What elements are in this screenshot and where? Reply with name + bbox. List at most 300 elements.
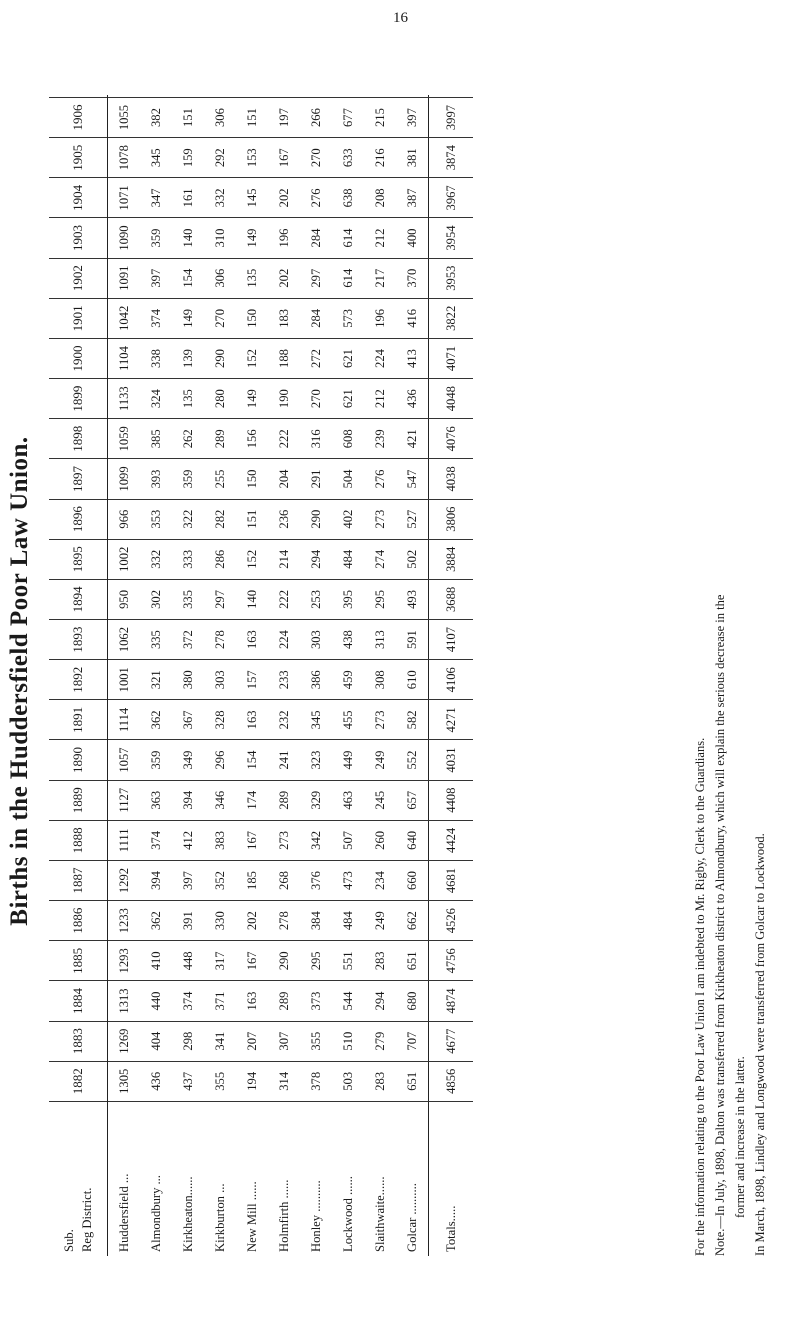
total-cell: 3997 xyxy=(429,97,474,137)
births-cell: 212 xyxy=(364,379,396,419)
table-row xyxy=(172,95,204,1256)
year-header-1901: 1901 xyxy=(49,298,108,338)
table-row xyxy=(364,95,396,1256)
totals-row xyxy=(429,95,474,1256)
year-header-1884: 1884 xyxy=(49,981,108,1021)
table-right-rule xyxy=(429,95,474,97)
births-cell: 373 xyxy=(300,981,332,1021)
births-cell: 352 xyxy=(204,860,236,900)
landscape-content xyxy=(0,95,801,1320)
births-cell: 241 xyxy=(268,740,300,780)
births-cell: 270 xyxy=(300,379,332,419)
births-cell: 449 xyxy=(332,740,364,780)
births-cell: 394 xyxy=(172,780,204,820)
births-cell: 313 xyxy=(364,620,396,660)
births-cell: 323 xyxy=(300,740,332,780)
births-cell: 249 xyxy=(364,901,396,941)
table-row xyxy=(236,95,268,1256)
births-cell: 324 xyxy=(140,379,172,419)
births-cell: 484 xyxy=(332,901,364,941)
births-cell: 233 xyxy=(268,660,300,700)
table-right-rule xyxy=(49,95,108,97)
births-cell: 437 xyxy=(172,1061,204,1101)
births-table xyxy=(49,95,473,1256)
births-cell: 552 xyxy=(396,740,429,780)
births-cell: 395 xyxy=(332,579,364,619)
births-cell: 224 xyxy=(364,338,396,378)
births-cell: 314 xyxy=(268,1061,300,1101)
table-right-rule xyxy=(172,95,204,97)
header-row xyxy=(49,95,108,1256)
births-cell: 1313 xyxy=(108,981,141,1021)
births-cell: 152 xyxy=(236,539,268,579)
table-row xyxy=(268,95,300,1256)
births-cell: 374 xyxy=(140,820,172,860)
births-cell: 276 xyxy=(364,459,396,499)
births-cell: 338 xyxy=(140,338,172,378)
births-cell: 308 xyxy=(364,660,396,700)
births-cell: 156 xyxy=(236,419,268,459)
births-cell: 614 xyxy=(332,218,364,258)
births-cell: 397 xyxy=(396,97,429,137)
births-cell: 660 xyxy=(396,860,429,900)
births-cell: 493 xyxy=(396,579,429,619)
births-cell: 163 xyxy=(236,700,268,740)
births-cell: 1099 xyxy=(108,459,141,499)
births-cell: 284 xyxy=(300,298,332,338)
total-cell: 4677 xyxy=(429,1021,474,1061)
births-cell: 510 xyxy=(332,1021,364,1061)
table-row xyxy=(300,95,332,1256)
district-label: Huddersfield ... xyxy=(116,1173,131,1252)
total-cell: 3806 xyxy=(429,499,474,539)
births-cell: 1059 xyxy=(108,419,141,459)
births-cell: 167 xyxy=(268,138,300,178)
births-cell: 297 xyxy=(300,258,332,298)
births-cell: 161 xyxy=(172,178,204,218)
births-cell: 346 xyxy=(204,780,236,820)
births-cell: 657 xyxy=(396,780,429,820)
births-cell: 245 xyxy=(364,780,396,820)
births-cell: 378 xyxy=(300,1061,332,1101)
total-cell: 3954 xyxy=(429,218,474,258)
births-cell: 707 xyxy=(396,1021,429,1061)
births-cell: 1057 xyxy=(108,740,141,780)
births-cell: 149 xyxy=(172,298,204,338)
total-cell: 4106 xyxy=(429,660,474,700)
births-cell: 135 xyxy=(172,379,204,419)
births-cell: 167 xyxy=(236,941,268,981)
births-cell: 1078 xyxy=(108,138,141,178)
births-cell: 386 xyxy=(300,660,332,700)
births-cell: 404 xyxy=(140,1021,172,1061)
births-cell: 321 xyxy=(140,660,172,700)
births-cell: 292 xyxy=(204,138,236,178)
district-label: Almondbury ... xyxy=(148,1175,163,1252)
year-header-1892: 1892 xyxy=(49,660,108,700)
page-number: 16 xyxy=(393,10,408,26)
births-cell: 504 xyxy=(332,459,364,499)
header-label-district: Reg District. xyxy=(80,1187,94,1252)
year-header-1893: 1893 xyxy=(49,620,108,660)
births-cell: 290 xyxy=(204,338,236,378)
births-cell: 662 xyxy=(396,901,429,941)
births-cell: 1090 xyxy=(108,218,141,258)
births-cell: 294 xyxy=(300,539,332,579)
year-header-1896: 1896 xyxy=(49,499,108,539)
births-cell: 367 xyxy=(172,700,204,740)
births-cell: 151 xyxy=(172,97,204,137)
district-label: Kirkheaton...... xyxy=(180,1176,195,1252)
year-header-1894: 1894 xyxy=(49,579,108,619)
district-label: Lockwood ...... xyxy=(340,1176,355,1252)
births-cell: 397 xyxy=(172,860,204,900)
births-cell: 216 xyxy=(364,138,396,178)
totals-label: Totals..... xyxy=(429,1101,474,1256)
births-cell: 582 xyxy=(396,700,429,740)
district-label: Kirkburton ... xyxy=(212,1183,227,1252)
total-cell: 4271 xyxy=(429,700,474,740)
births-cell: 385 xyxy=(140,419,172,459)
births-cell: 330 xyxy=(204,901,236,941)
footnote-source: For the information relating to the Poor Law Union I am indebted to Mr. Rigby, Clerk to the Guardians. xyxy=(693,737,707,1256)
births-cell: 335 xyxy=(140,620,172,660)
births-cell: 1104 xyxy=(108,338,141,378)
births-cell: 384 xyxy=(300,901,332,941)
births-cell: 153 xyxy=(236,138,268,178)
births-cell: 202 xyxy=(268,178,300,218)
total-cell: 3953 xyxy=(429,258,474,298)
births-cell: 333 xyxy=(172,539,204,579)
births-cell: 503 xyxy=(332,1061,364,1101)
births-cell: 341 xyxy=(204,1021,236,1061)
table-right-rule xyxy=(108,95,141,97)
table-right-rule xyxy=(396,95,429,97)
births-cell: 298 xyxy=(172,1021,204,1061)
births-cell: 363 xyxy=(140,780,172,820)
births-cell: 455 xyxy=(332,700,364,740)
births-cell: 278 xyxy=(268,901,300,941)
births-cell: 1001 xyxy=(108,660,141,700)
births-cell: 459 xyxy=(332,660,364,700)
births-cell: 383 xyxy=(204,820,236,860)
births-cell: 359 xyxy=(140,740,172,780)
table-title: Births in the Huddersfield Poor Law Union. xyxy=(6,436,33,926)
births-cell: 1055 xyxy=(108,97,141,137)
births-cell: 295 xyxy=(364,579,396,619)
births-cell: 139 xyxy=(172,338,204,378)
total-cell: 3967 xyxy=(429,178,474,218)
births-cell: 610 xyxy=(396,660,429,700)
table-row xyxy=(204,95,236,1256)
births-cell: 273 xyxy=(364,499,396,539)
births-cell: 638 xyxy=(332,178,364,218)
district-label: Golcar .......... xyxy=(404,1183,419,1252)
births-cell: 1042 xyxy=(108,298,141,338)
table-row xyxy=(396,95,429,1256)
births-cell: 342 xyxy=(300,820,332,860)
births-cell: 270 xyxy=(204,298,236,338)
births-cell: 359 xyxy=(140,218,172,258)
births-cell: 1071 xyxy=(108,178,141,218)
births-cell: 402 xyxy=(332,499,364,539)
table-right-rule xyxy=(204,95,236,97)
births-cell: 1091 xyxy=(108,258,141,298)
births-cell: 640 xyxy=(396,820,429,860)
births-cell: 547 xyxy=(396,459,429,499)
table-right-rule xyxy=(236,95,268,97)
births-cell: 291 xyxy=(300,459,332,499)
births-cell: 413 xyxy=(396,338,429,378)
births-cell: 355 xyxy=(300,1021,332,1061)
district-label: Holmfirth ...... xyxy=(276,1179,291,1252)
births-cell: 185 xyxy=(236,860,268,900)
births-cell: 276 xyxy=(300,178,332,218)
births-cell: 335 xyxy=(172,579,204,619)
births-cell: 372 xyxy=(172,620,204,660)
births-cell: 421 xyxy=(396,419,429,459)
births-cell: 152 xyxy=(236,338,268,378)
births-cell: 157 xyxy=(236,660,268,700)
year-header-1885: 1885 xyxy=(49,941,108,981)
births-cell: 381 xyxy=(396,138,429,178)
district-label: Slaithwaite...... xyxy=(372,1176,387,1252)
header-label-sub: Sub. xyxy=(62,1229,76,1252)
births-cell: 262 xyxy=(172,419,204,459)
district-label: Honley .......... xyxy=(308,1180,323,1252)
year-header-1890: 1890 xyxy=(49,740,108,780)
births-cell: 163 xyxy=(236,981,268,1021)
births-cell: 345 xyxy=(140,138,172,178)
year-header-1904: 1904 xyxy=(49,178,108,218)
year-header-1899: 1899 xyxy=(49,379,108,419)
births-cell: 159 xyxy=(172,138,204,178)
births-cell: 190 xyxy=(268,379,300,419)
births-cell: 232 xyxy=(268,700,300,740)
births-cell: 145 xyxy=(236,178,268,218)
table-body xyxy=(49,95,473,1256)
year-header-1887: 1887 xyxy=(49,860,108,900)
births-cell: 284 xyxy=(300,218,332,258)
births-cell: 196 xyxy=(364,298,396,338)
births-cell: 236 xyxy=(268,499,300,539)
births-cell: 370 xyxy=(396,258,429,298)
year-header-1886: 1886 xyxy=(49,901,108,941)
births-cell: 416 xyxy=(396,298,429,338)
year-header-1905: 1905 xyxy=(49,138,108,178)
births-cell: 224 xyxy=(268,620,300,660)
births-cell: 362 xyxy=(140,901,172,941)
births-cell: 1305 xyxy=(108,1061,141,1101)
table-right-rule xyxy=(364,95,396,97)
births-cell: 394 xyxy=(140,860,172,900)
births-cell: 188 xyxy=(268,338,300,378)
births-cell: 295 xyxy=(300,941,332,981)
births-cell: 260 xyxy=(364,820,396,860)
births-cell: 353 xyxy=(140,499,172,539)
births-cell: 239 xyxy=(364,419,396,459)
births-cell: 473 xyxy=(332,860,364,900)
births-cell: 196 xyxy=(268,218,300,258)
births-cell: 234 xyxy=(364,860,396,900)
births-cell: 290 xyxy=(300,499,332,539)
births-cell: 273 xyxy=(268,820,300,860)
births-cell: 194 xyxy=(236,1061,268,1101)
births-cell: 374 xyxy=(172,981,204,1021)
births-cell: 217 xyxy=(364,258,396,298)
year-header-1903: 1903 xyxy=(49,218,108,258)
births-cell: 150 xyxy=(236,459,268,499)
district-label: New Mill ...... xyxy=(244,1181,259,1252)
births-cell: 212 xyxy=(364,218,396,258)
births-cell: 332 xyxy=(204,178,236,218)
births-cell: 278 xyxy=(204,620,236,660)
table-right-rule xyxy=(268,95,300,97)
births-cell: 154 xyxy=(236,740,268,780)
table-right-rule xyxy=(140,95,172,97)
births-cell: 167 xyxy=(236,820,268,860)
births-cell: 214 xyxy=(268,539,300,579)
births-cell: 651 xyxy=(396,1061,429,1101)
births-cell: 332 xyxy=(140,539,172,579)
total-cell: 4031 xyxy=(429,740,474,780)
births-cell: 150 xyxy=(236,298,268,338)
births-cell: 484 xyxy=(332,539,364,579)
births-cell: 329 xyxy=(300,780,332,820)
births-cell: 204 xyxy=(268,459,300,499)
births-cell: 289 xyxy=(268,981,300,1021)
total-cell: 4874 xyxy=(429,981,474,1021)
births-cell: 1127 xyxy=(108,780,141,820)
births-cell: 680 xyxy=(396,981,429,1021)
births-cell: 266 xyxy=(300,97,332,137)
births-cell: 289 xyxy=(268,780,300,820)
births-cell: 215 xyxy=(364,97,396,137)
births-cell: 387 xyxy=(396,178,429,218)
births-cell: 249 xyxy=(364,740,396,780)
table-row xyxy=(108,95,141,1256)
births-cell: 591 xyxy=(396,620,429,660)
births-cell: 151 xyxy=(236,499,268,539)
year-header-1891: 1891 xyxy=(49,700,108,740)
births-cell: 282 xyxy=(204,499,236,539)
births-cell: 371 xyxy=(204,981,236,1021)
births-cell: 448 xyxy=(172,941,204,981)
year-header-1906: 1906 xyxy=(49,97,108,137)
births-cell: 412 xyxy=(172,820,204,860)
births-cell: 544 xyxy=(332,981,364,1021)
births-cell: 280 xyxy=(204,379,236,419)
births-cell: 286 xyxy=(204,539,236,579)
births-cell: 573 xyxy=(332,298,364,338)
births-cell: 253 xyxy=(300,579,332,619)
births-cell: 440 xyxy=(140,981,172,1021)
births-cell: 294 xyxy=(364,981,396,1021)
births-cell: 283 xyxy=(364,1061,396,1101)
births-cell: 306 xyxy=(204,97,236,137)
births-cell: 621 xyxy=(332,379,364,419)
footnotes xyxy=(690,156,770,1256)
births-cell: 306 xyxy=(204,258,236,298)
year-header-1882: 1882 xyxy=(49,1061,108,1101)
births-cell: 255 xyxy=(204,459,236,499)
total-cell: 4424 xyxy=(429,820,474,860)
table-right-rule xyxy=(300,95,332,97)
births-cell: 608 xyxy=(332,419,364,459)
total-cell: 4756 xyxy=(429,941,474,981)
births-cell: 328 xyxy=(204,700,236,740)
births-cell: 154 xyxy=(172,258,204,298)
births-cell: 183 xyxy=(268,298,300,338)
births-cell: 527 xyxy=(396,499,429,539)
births-cell: 135 xyxy=(236,258,268,298)
births-cell: 391 xyxy=(172,901,204,941)
total-cell: 4076 xyxy=(429,419,474,459)
total-cell: 3822 xyxy=(429,298,474,338)
births-cell: 436 xyxy=(396,379,429,419)
births-cell: 222 xyxy=(268,579,300,619)
births-cell: 438 xyxy=(332,620,364,660)
table-row xyxy=(140,95,172,1256)
births-cell: 297 xyxy=(204,579,236,619)
births-cell: 317 xyxy=(204,941,236,981)
births-cell: 950 xyxy=(108,579,141,619)
births-cell: 507 xyxy=(332,820,364,860)
births-cell: 397 xyxy=(140,258,172,298)
births-cell: 174 xyxy=(236,780,268,820)
year-header-1902: 1902 xyxy=(49,258,108,298)
year-header-1897: 1897 xyxy=(49,459,108,499)
births-cell: 1233 xyxy=(108,901,141,941)
births-cell: 347 xyxy=(140,178,172,218)
births-cell: 163 xyxy=(236,620,268,660)
births-cell: 1292 xyxy=(108,860,141,900)
births-cell: 633 xyxy=(332,138,364,178)
table-right-rule xyxy=(332,95,364,97)
total-cell: 4408 xyxy=(429,780,474,820)
total-cell: 3874 xyxy=(429,138,474,178)
births-cell: 410 xyxy=(140,941,172,981)
total-cell: 4856 xyxy=(429,1061,474,1101)
births-cell: 316 xyxy=(300,419,332,459)
births-cell: 651 xyxy=(396,941,429,981)
births-cell: 355 xyxy=(204,1061,236,1101)
births-cell: 436 xyxy=(140,1061,172,1101)
births-cell: 208 xyxy=(364,178,396,218)
births-cell: 279 xyxy=(364,1021,396,1061)
births-cell: 1293 xyxy=(108,941,141,981)
births-cell: 202 xyxy=(268,258,300,298)
table-row xyxy=(332,95,364,1256)
footnote-note: Note.—In July, 1898, Dalton was transferred from Kirkheaton district to Almondbury, which will explain the serious decrease in the xyxy=(713,594,727,1256)
births-cell: 621 xyxy=(332,338,364,378)
births-cell: 1269 xyxy=(108,1021,141,1061)
births-cell: 1133 xyxy=(108,379,141,419)
births-cell: 290 xyxy=(268,941,300,981)
births-cell: 303 xyxy=(204,660,236,700)
births-cell: 1002 xyxy=(108,539,141,579)
births-cell: 614 xyxy=(332,258,364,298)
births-cell: 268 xyxy=(268,860,300,900)
births-cell: 310 xyxy=(204,218,236,258)
births-cell: 149 xyxy=(236,218,268,258)
births-cell: 296 xyxy=(204,740,236,780)
header-label-cell xyxy=(49,1101,108,1256)
births-cell: 1062 xyxy=(108,620,141,660)
births-cell: 400 xyxy=(396,218,429,258)
births-cell: 303 xyxy=(300,620,332,660)
births-cell: 393 xyxy=(140,459,172,499)
